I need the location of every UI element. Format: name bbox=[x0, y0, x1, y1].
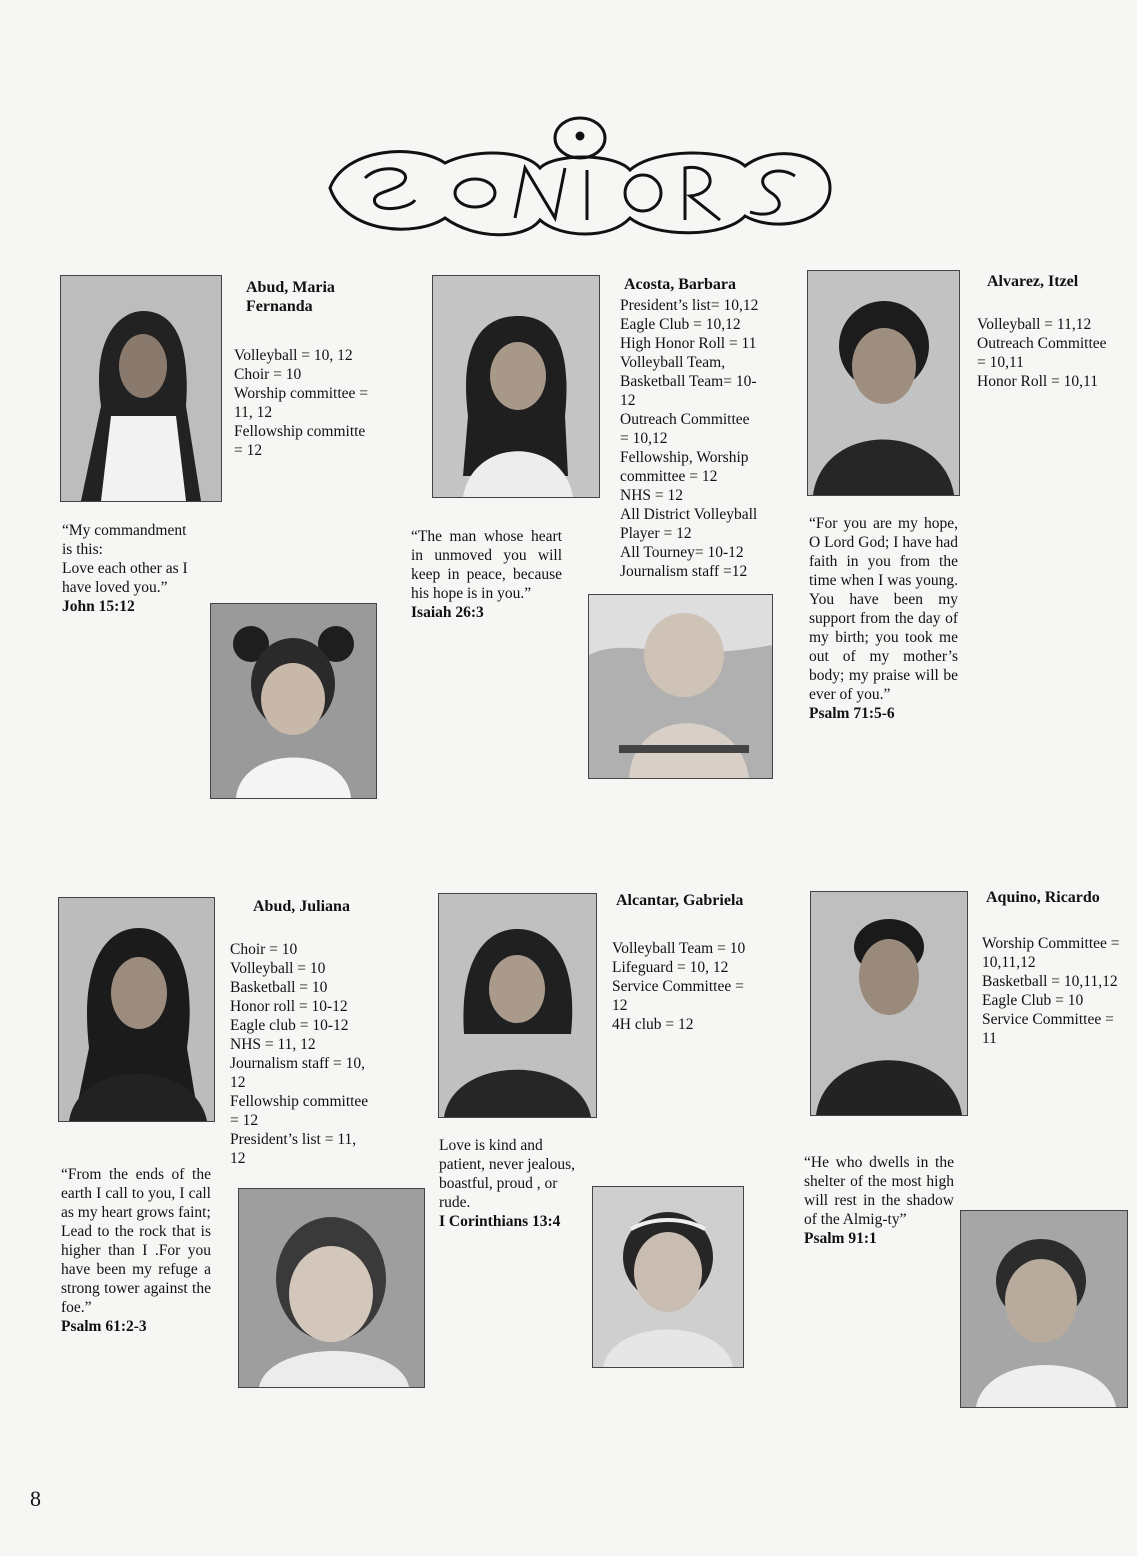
activity-item: All Tourney= 10-12 bbox=[620, 544, 744, 561]
activity-item: 11 bbox=[982, 1030, 997, 1047]
quote-reference: Psalm 91:1 bbox=[804, 1230, 877, 1247]
activity-item: President’s list= 10,12 bbox=[620, 297, 759, 314]
portrait-photo-icon bbox=[811, 892, 967, 1115]
activity-item: Volleyball = 11,12 bbox=[977, 316, 1092, 333]
senior-name: Abud, Juliana bbox=[253, 898, 350, 915]
baby-photo bbox=[210, 603, 377, 799]
activity-item: Fellowship, Worship bbox=[620, 449, 749, 466]
activity-item: Honor roll = 10-12 bbox=[230, 998, 348, 1015]
portrait-photo-icon bbox=[439, 894, 596, 1117]
activity-item: Fellowship committe bbox=[234, 423, 366, 440]
senior-photo bbox=[807, 270, 960, 496]
activities-list bbox=[982, 934, 1134, 1048]
seniors-title-art bbox=[325, 108, 835, 248]
activity-item: NHS = 11, 12 bbox=[230, 1036, 316, 1053]
activity-item: High Honor Roll = 11 bbox=[620, 335, 757, 352]
senior-quote bbox=[62, 521, 212, 616]
senior-quote bbox=[804, 1153, 954, 1248]
baby-photo-icon bbox=[593, 1187, 743, 1367]
baby-photo bbox=[238, 1188, 425, 1388]
senior-photo bbox=[60, 275, 222, 502]
quote-text: “The man whose heart in unmoved you will keep in peace, because his hope is in you.” bbox=[411, 528, 562, 602]
baby-photo-icon bbox=[589, 595, 772, 778]
portrait-photo-icon bbox=[808, 271, 959, 495]
senior-photo bbox=[432, 275, 600, 498]
quote-reference: Psalm 71:5-6 bbox=[809, 705, 895, 722]
activity-item: 11, 12 bbox=[234, 404, 273, 421]
activities-list bbox=[977, 315, 1127, 391]
activity-item: = 10,11 bbox=[977, 354, 1024, 371]
senior-quote bbox=[439, 1136, 599, 1231]
activities-list bbox=[612, 939, 772, 1034]
activities-list bbox=[620, 296, 780, 581]
senior-name: Abud, Maria Fernanda bbox=[246, 279, 335, 315]
senior-photo bbox=[810, 891, 968, 1116]
activity-item: Honor Roll = 10,11 bbox=[977, 373, 1098, 390]
activity-item: committee = 12 bbox=[620, 468, 718, 485]
activity-item: 4H club = 12 bbox=[612, 1016, 694, 1033]
activity-item: Volleyball Team = 10 bbox=[612, 940, 746, 957]
baby-photo-icon bbox=[961, 1211, 1127, 1407]
activity-item: Fellowship committee bbox=[230, 1093, 369, 1110]
activity-item: President’s list = 11, bbox=[230, 1131, 357, 1148]
senior-quote bbox=[411, 527, 562, 622]
portrait-photo-icon bbox=[433, 276, 599, 497]
activity-item: Player = 12 bbox=[620, 525, 692, 542]
portrait-photo-icon bbox=[61, 276, 221, 501]
activity-item: 12 bbox=[612, 997, 628, 1014]
activity-item: Basketball = 10 bbox=[230, 979, 328, 996]
quote-reference: Psalm 61:2-3 bbox=[61, 1318, 147, 1335]
senior-photo bbox=[438, 893, 597, 1118]
quote-reference: I Corinthians 13:4 bbox=[439, 1213, 561, 1230]
activity-item: Choir = 10 bbox=[230, 941, 298, 958]
activity-item: Service Committee = bbox=[612, 978, 744, 995]
activity-item: Journalism staff = 10, bbox=[230, 1055, 366, 1072]
activity-item: Outreach Committee bbox=[620, 411, 750, 428]
activity-item: 12 bbox=[230, 1074, 246, 1091]
activity-item: Worship committee = bbox=[234, 385, 369, 402]
activity-item: Service Committee = bbox=[982, 1011, 1114, 1028]
portrait-photo-icon bbox=[59, 898, 214, 1121]
activity-item: Volleyball = 10, 12 bbox=[234, 347, 353, 364]
baby-photo bbox=[592, 1186, 744, 1368]
senior-quote bbox=[61, 1165, 211, 1336]
activity-item: = 12 bbox=[234, 442, 263, 459]
quote-text: “My commandment is this: Love each other as I have loved you.” bbox=[62, 522, 188, 596]
activity-item: Eagle Club = 10,12 bbox=[620, 316, 741, 333]
activity-item: Basketball = 10,11,12 bbox=[982, 973, 1118, 990]
baby-photo bbox=[960, 1210, 1128, 1408]
activity-item: = 10,12 bbox=[620, 430, 668, 447]
quote-reference: John 15:12 bbox=[62, 598, 135, 615]
senior-name: Alvarez, Itzel bbox=[987, 273, 1079, 290]
activity-item: Volleyball Team, bbox=[620, 354, 726, 371]
senior-name: Alcantar, Gabriela bbox=[616, 892, 744, 909]
activity-item: = 12 bbox=[230, 1112, 259, 1129]
activity-item: Outreach Committee bbox=[977, 335, 1107, 352]
activity-item: Basketball Team= 10- bbox=[620, 373, 757, 390]
activity-item: 12 bbox=[230, 1150, 246, 1167]
activity-item: Eagle Club = 10 bbox=[982, 992, 1084, 1009]
activity-item: Choir = 10 bbox=[234, 366, 302, 383]
activity-item: Volleyball = 10 bbox=[230, 960, 326, 977]
quote-text: “For you are my hope, O Lord God; I have had faith in you from the time when I was young. You have been my support from the day of my birth; you took me out of my mother’s body; my praise will be ever of you.” bbox=[809, 515, 958, 703]
activity-item: NHS = 12 bbox=[620, 487, 683, 504]
baby-photo bbox=[588, 594, 773, 779]
quote-reference: Isaiah 26:3 bbox=[411, 604, 484, 621]
senior-photo bbox=[58, 897, 215, 1122]
activity-item: All District Volleyball bbox=[620, 506, 758, 523]
senior-name: Acosta, Barbara bbox=[624, 276, 736, 293]
seniors-title-text: Seniors bbox=[578, 244, 582, 245]
activity-item: Eagle club = 10-12 bbox=[230, 1017, 349, 1034]
quote-text: “From the ends of the earth I call to you, I call as my heart grows faint; Lead to the rock that is higher than I .For you have been my refuge a strong tower against the foe.” bbox=[61, 1166, 211, 1316]
activity-item: Worship Committee = bbox=[982, 935, 1120, 952]
quote-text: Love is kind and patient, never jealous, boastful, proud , or rude. bbox=[439, 1137, 576, 1211]
baby-photo-icon bbox=[239, 1189, 424, 1387]
activities-list bbox=[234, 346, 394, 460]
activity-item: Lifeguard = 10, 12 bbox=[612, 959, 729, 976]
senior-name: Aquino, Ricardo bbox=[986, 889, 1100, 906]
quote-text: “He who dwells in the shelter of the most high will rest in the shadow of the Almig-ty” bbox=[804, 1154, 954, 1228]
activity-item: Journalism staff =12 bbox=[620, 563, 748, 580]
activities-list bbox=[230, 940, 390, 1168]
baby-photo-icon bbox=[211, 604, 376, 798]
activity-item: 10,11,12 bbox=[982, 954, 1036, 971]
senior-quote bbox=[809, 514, 958, 723]
activity-item: 12 bbox=[620, 392, 636, 409]
page-number: 8 bbox=[30, 1486, 41, 1511]
